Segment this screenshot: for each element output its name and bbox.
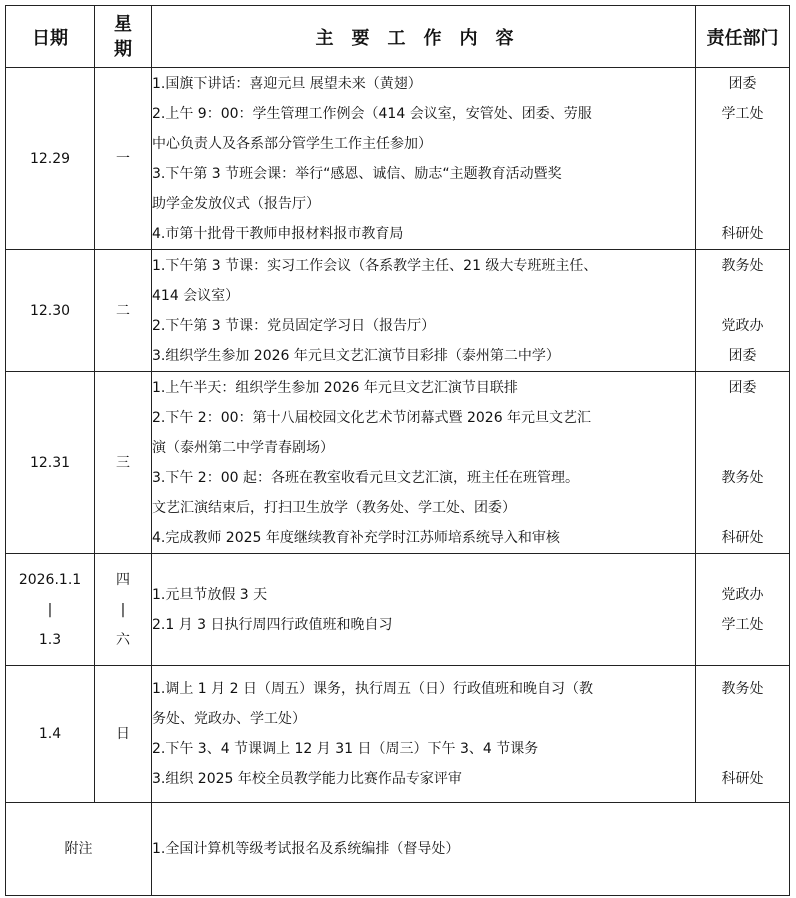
dept-line: 科研处 [721,771,764,787]
header-date: 日期 [6,6,95,68]
row-dept [696,372,790,554]
content-line: 3.组织学生参加 2026 年元旦文艺汇演节目彩排（泰州第二中学） [152,347,560,364]
content-line: 助学金发放仪式（报告厅） [152,195,320,212]
content-line: 文艺汇演结束后，打扫卫生放学（教务处、学工处、团委） [152,499,516,516]
schedule-table [5,5,790,896]
row-dept [696,68,790,250]
table-row [6,250,790,372]
dept-line: 党政办 [721,586,764,603]
content-line: 1.元旦节放假 3 天 [152,586,268,603]
row-content [152,666,696,803]
row-date: 12.31 [6,372,95,554]
date-separator: | [47,601,53,618]
content-line: 3.下午第 3 节班会课：举行“感恩、诚信、励志“主题教育活动暨奖 [152,165,562,182]
content-line: 2.下午第 3 节课：党员固定学习日（报告厅） [152,317,436,334]
row-content [152,372,696,554]
row-dept [696,666,790,803]
content-line: 3.下午 2：00 起：各班在教室收看元旦文艺汇演，班主任在班管理。 [152,469,579,486]
table-row [6,666,790,803]
note-content: 1.全国计算机等级考试报名及系统编排（督导处） [152,803,790,896]
table-row [6,68,790,250]
content-line: 4.市第十批骨干教师申报材料报市教育局 [152,225,404,242]
weekday-start: 四 [116,571,130,588]
weekday-end: 六 [116,631,130,648]
row-date: 12.29 [6,68,95,250]
dept-line: 教务处 [721,257,764,274]
row-date [6,554,95,666]
content-line: 414 会议室） [152,287,240,304]
dept-line: 团委 [728,379,757,396]
content-line: 1.调上 1 月 2 日（周五）课务，执行周五（日）行政值班和晚自习（教 [152,681,593,697]
row-weekday: 三 [95,372,152,554]
header-content: 主要工作内容 [152,6,696,68]
dept-line: 科研处 [721,225,764,242]
content-line: 中心负责人及各系部分管学生工作主任参加） [152,135,432,152]
row-weekday: 二 [95,250,152,372]
row-date: 12.30 [6,250,95,372]
dept-line: 教务处 [721,469,764,486]
row-content [152,554,696,666]
header-week [95,6,152,68]
header-dept: 责任部门 [696,6,790,68]
note-label: 附注 [6,803,152,896]
table-row [6,554,790,666]
header-row [6,6,790,68]
content-line: 2.上午 9：00：学生管理工作例会（414 会议室，安管处、团委、劳服 [152,105,592,122]
table-row [6,372,790,554]
row-dept [696,250,790,372]
header-week-top: 星 [114,13,132,35]
date-start: 2026.1.1 [18,571,82,588]
content-line: 演（泰州第二中学青春剧场） [152,439,334,456]
row-weekday: 一 [95,68,152,250]
row-weekday [95,554,152,666]
content-line: 1.下午第 3 节课：实习工作会议（各系教学主任、21 级大专班班主任、 [152,257,598,274]
dept-line: 团委 [728,347,757,364]
row-content [152,250,696,372]
content-line: 3.组织 2025 年校全员教学能力比赛作品专家评审 [152,771,462,787]
dept-line: 党政办 [721,317,764,334]
dept-line: 团委 [728,75,757,92]
row-dept [696,554,790,666]
content-line: 务处、党政办、学工处） [152,711,306,727]
content-line: 2.下午 2：00：第十八届校园文化艺术节闭幕式暨 2026 年元旦文艺汇 [152,409,592,426]
weekday-separator: | [120,601,126,618]
content-line: 2.下午 3、4 节课调上 12 月 31 日（周三）下午 3、4 节课务 [152,741,539,757]
dept-line: 学工处 [721,105,764,122]
dept-line: 教务处 [721,681,764,697]
content-line: 1.国旗下讲话：喜迎元旦 展望未来（黄翅） [152,75,422,92]
dept-line: 科研处 [721,529,764,546]
date-end: 1.3 [38,631,62,648]
row-date: 1.4 [6,666,95,803]
note-row [6,803,790,896]
content-line: 1.上午半天：组织学生参加 2026 年元旦文艺汇演节目联排 [152,379,518,396]
content-line: 4.完成教师 2025 年度继续教育补充学时江苏师培系统导入和审核 [152,529,560,546]
content-line: 2.1 月 3 日执行周四行政值班和晚自习 [152,616,393,633]
row-content [152,68,696,250]
row-weekday: 日 [95,666,152,803]
header-week-bottom: 期 [114,38,132,60]
dept-line: 学工处 [721,616,764,633]
